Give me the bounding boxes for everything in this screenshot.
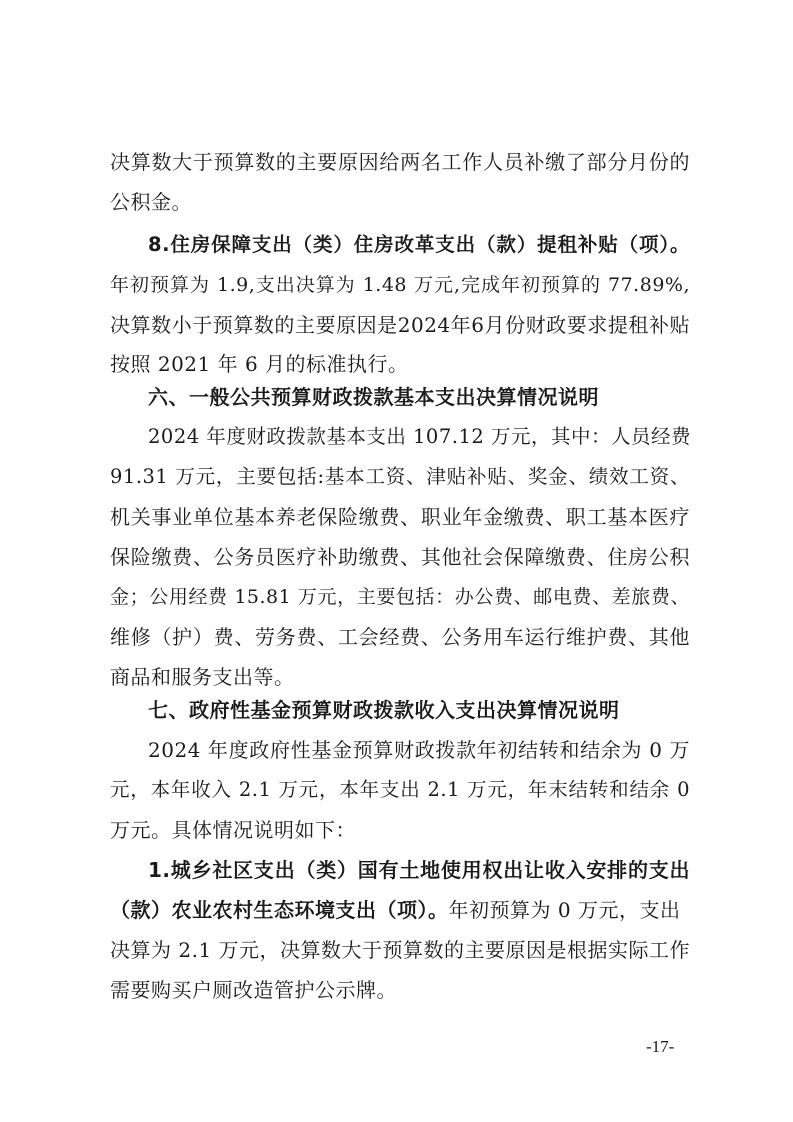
paragraph-line: 决算为 2.1 万元，决算数大于预算数的主要原因是根据实际工作 [110, 938, 691, 962]
section-heading-housing-subsidy: 8.住房保障支出（类）住房改革支出（款）提租补贴（项）。 [148, 233, 690, 256]
paragraph-line: 91.31 万元，主要包括:基本工资、津贴补贴、奖金、绩效工资、 [110, 465, 690, 488]
subsection-heading-rural: 1.城乡社区支出（类）国有土地使用权出让收入安排的支出 [148, 858, 690, 882]
section-heading-seven: 七、政府性基金预算财政拨款收入支出决算情况说明 [148, 698, 620, 722]
paragraph-line: 决算数小于预算数的主要原因是2024年6月份财政要求提租补贴 [110, 313, 690, 337]
paragraph-line: 维修（护）费、劳务费、工会经费、公务用车运行维护费、其他 [110, 625, 690, 649]
paragraph-line: 按照 2021 年 6 月的标准执行。 [110, 352, 409, 376]
paragraph-line: 万元。具体情况说明如下： [110, 818, 356, 842]
paragraph-line: 金；公用经费 15.81 万元，主要包括：办公费、邮电费、差旅费、 [110, 586, 690, 608]
paragraph-line: 机关事业单位基本养老保险缴费、职业年金缴费、职工基本医疗 [110, 505, 690, 529]
paragraph-line: 年初预算为 1.9,支出决算为 1.48 万元,完成年初预算的 77.89%, [110, 274, 690, 296]
paragraph-line [110, 896, 690, 924]
page-number: -17- [646, 1037, 675, 1056]
paragraph-line: 决算数大于预算数的主要原因给两名工作人员补缴了部分月份的 [110, 150, 690, 174]
paragraph-line: 元，本年收入 2.1 万元，本年支出 2.1 万元，年末结转和结余 0 [110, 778, 690, 801]
paragraph-line: 商品和服务支出等。 [110, 665, 295, 689]
paragraph-line: 2024 年度财政拨款基本支出 107.12 万元，其中：人员经费 [148, 425, 691, 448]
paragraph-line: 保险缴费、公务员医疗补助缴费、其他社会保障缴费、住房公积 [110, 545, 690, 569]
subsection-heading-rural-cont: （款）农业农村生态环境支出（项）。 [110, 898, 449, 922]
paragraph-line: 需要购买户厕改造管护公示牌。 [110, 978, 397, 1002]
paragraph-line: 2024 年度政府性基金预算财政拨款年初结转和结余为 0 万 [148, 738, 690, 762]
paragraph-inline-text: 年初预算为 0 万元，支出 [448, 898, 681, 922]
section-heading-six: 六、一般公共预算财政拨款基本支出决算情况说明 [148, 385, 599, 409]
paragraph-line: 公积金。 [110, 190, 192, 214]
